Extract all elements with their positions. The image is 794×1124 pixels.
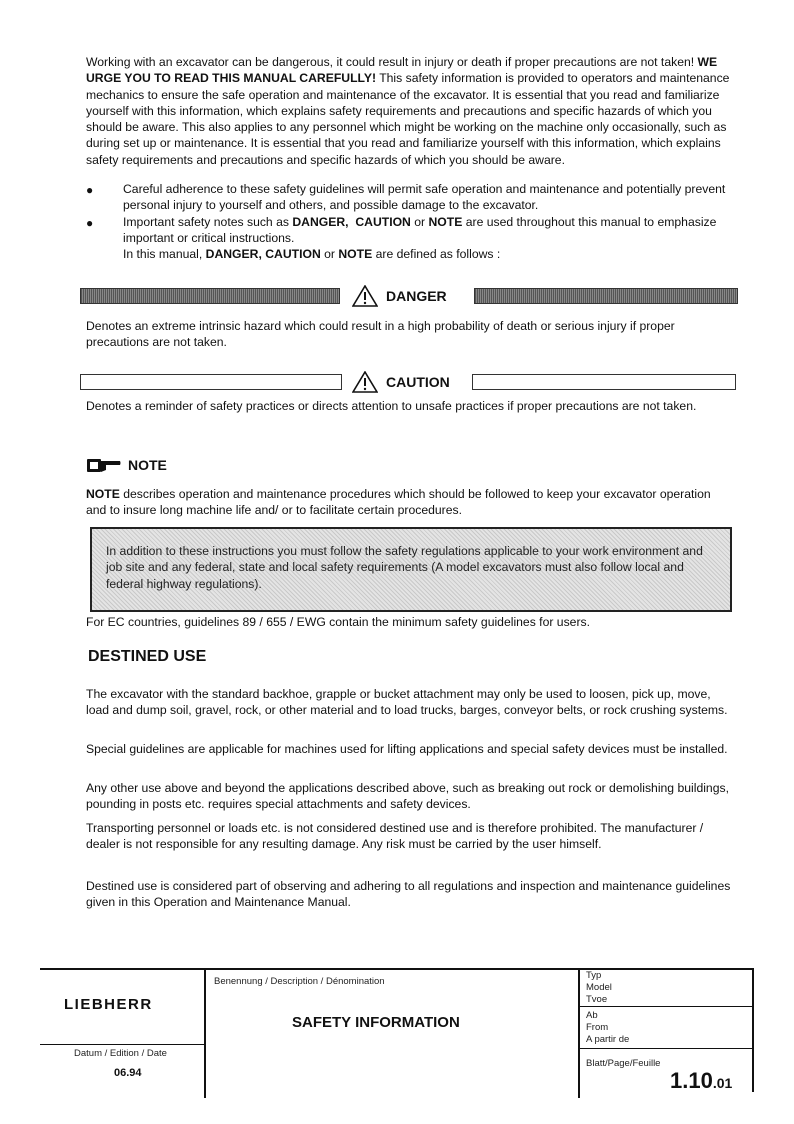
warning-triangle-icon <box>352 285 378 307</box>
warning-triangle-icon <box>352 371 378 393</box>
note-label: NOTE <box>128 457 167 473</box>
description-label: Benennung / Description / Dénomination <box>214 976 385 987</box>
bullet-dot-icon: ● <box>86 215 94 230</box>
intro-warning-bold: WE URGE YOU TO READ THIS MANUAL CAREFULLY! <box>86 55 718 86</box>
type-label: Typ Model Tvoe <box>586 970 612 1005</box>
title-block <box>40 968 754 1098</box>
pointing-hand-icon <box>86 456 122 474</box>
date-label: Datum / Edition / Date <box>74 1048 167 1059</box>
danger-description: Denotes an extreme intrinsic hazard which could result in a high probability of death or serious injury if proper precautions are not taken. <box>86 319 675 350</box>
bullet-dot-icon: ● <box>86 183 94 197</box>
page-label: Blatt/Page/Feuille <box>586 1058 661 1069</box>
destined-use-paragraph-1: The excavator with the standard backhoe, grapple or bucket attachment may only be used to loosen, pick up, move, load and dump soil, gravel, rock, or other material and to load trucks, barges, conveyor belts, or rock crushing systems. <box>86 687 728 718</box>
safety-bullets <box>86 181 734 262</box>
danger-label: DANGER <box>386 288 447 304</box>
destined-use-heading: DESTINED USE <box>88 648 207 665</box>
from-label: Ab From A partir de <box>586 1010 630 1045</box>
caution-bar-left <box>80 374 342 390</box>
document-title: SAFETY INFORMATION <box>292 1014 460 1031</box>
page-number: 1.10.01 <box>670 1068 733 1093</box>
danger-bar-left <box>80 288 340 304</box>
caution-description: Denotes a reminder of safety practices or directs attention to unsafe practices if proper precautions are not taken. <box>86 399 697 413</box>
caution-header <box>80 370 740 394</box>
ec-guidelines-text: For EC countries, guidelines 89 / 655 / EWG contain the minimum safety guidelines for users. <box>86 615 590 629</box>
danger-bar-right <box>474 288 738 304</box>
bullet-item: ● Important safety notes such as DANGER, CAUTION or NOTE are used throughout this manual to emphasize important or critical instructions. <box>86 214 717 245</box>
note-description: NOTE describes operation and maintenance procedures which should be followed to keep your excavator operation and to insure long machine life and/ or to facilitate certain procedures. <box>86 487 711 518</box>
destined-use-paragraph-2: Special guidelines are applicable for machines used for lifting applications and special safety devices must be installed. <box>86 742 728 756</box>
danger-header <box>80 284 740 308</box>
destined-use-paragraph-5: Destined use is considered part of observing and adhering to all regulations and inspection and maintenance guidelines given in this Operation and Maintenance Manual. <box>86 879 731 910</box>
caution-bar-right <box>472 374 736 390</box>
edition-date: 06.94 <box>114 1067 142 1079</box>
regulations-box: In addition to these instructions you must follow the safety regulations applicable to your work environment and job site and any federal, state and local safety requirements (A model excavators must also follow local and federal highway regulations). <box>90 527 732 612</box>
destined-use-paragraph-4: Transporting personnel or loads etc. is not considered destined use and is therefore prohibited. The manufacturer / dealer is not responsible for any resulting damage. Any risk must be carried by the user himself. <box>86 821 704 852</box>
liebherr-logo: LIEBHERR <box>64 996 153 1013</box>
definitions-intro: In this manual, DANGER, CAUTION or NOTE are defined as follows : <box>123 247 501 262</box>
intro-paragraph: Working with an excavator can be dangerous, it could result in injury or death if proper precautions are not taken! WE URGE YOU TO READ THIS MANUAL CAREFULLY! This safety information is provided to operators and maintenance mechanics to ensure the safe operation and maintenance of the excavator. It is essential that you read and familiarize yourself with this information, which explains safety requirements and precautions and specific hazards of which you should be aware. This also applies to any personnel which might be working on the machine only occasionally, such as during set up or maintenance. It is essential that you read and familiarize yourself with this information, which explains safety requirements and precautions and specific hazards of which you should be aware. <box>86 55 730 167</box>
destined-use-paragraph-3: Any other use above and beyond the applications described above, such as breaking out rock or demolishing buildings, pounding in posts etc. requires special attachments and safety devices. <box>86 781 729 812</box>
note-header <box>86 456 167 474</box>
bullet-item: ● Careful adherence to these safety guidelines will permit safe operation and maintenance and potentially prevent personal injury to yourself and others, and possible damage to the excavator. <box>86 182 726 213</box>
caution-label: CAUTION <box>386 374 450 390</box>
